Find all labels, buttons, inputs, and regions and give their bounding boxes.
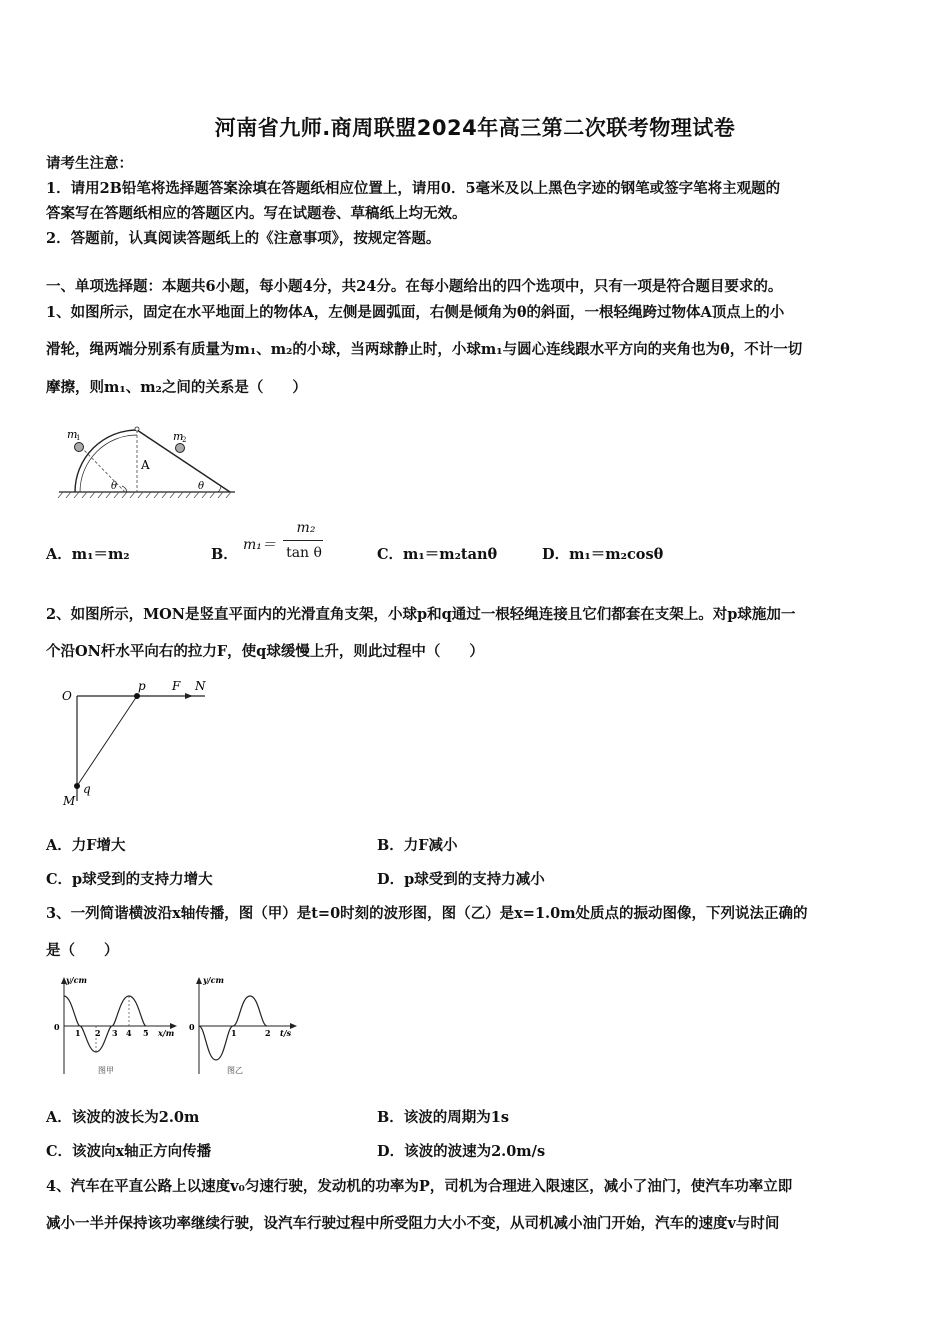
q3-option-d: D．该波的波速为2.0m/s xyxy=(377,1143,546,1160)
section-1-heading: 一、单项选择题：本题共6小题，每小题4分，共24分。在每小题给出的四个选项中，只有一项是符合题目要求的。 xyxy=(46,278,783,295)
q3-fig1-xlabel: x/m xyxy=(158,1028,175,1038)
q1-option-b-fraction-bar xyxy=(283,540,323,541)
q3-figure-vibration xyxy=(185,974,300,1084)
notice-item-2: 2．答题前，认真阅读答题纸上的《注意事项》，按规定答题。 xyxy=(46,230,441,247)
q3-fig2-tick-2: 2 xyxy=(265,1028,271,1038)
q1-fig-label-m2: m xyxy=(173,430,184,443)
q1-fig-label-theta-right: θ xyxy=(198,481,205,492)
q2-option-b: B．力F减小 xyxy=(377,837,458,854)
q1-fig-label-a: A xyxy=(141,458,150,472)
notice-heading: 请考生注意： xyxy=(46,155,133,172)
q3-option-c: C．该波向x轴正方向传播 xyxy=(46,1143,212,1160)
q2-option-c: C．p球受到的支持力增大 xyxy=(46,871,213,888)
q3-fig1-origin: 0 xyxy=(54,1022,60,1032)
q3-fig2-caption: 图乙 xyxy=(227,1066,243,1075)
q3-fig1-tick-2: 2 xyxy=(95,1028,101,1038)
q3-fig2-origin: 0 xyxy=(189,1022,195,1032)
q3-line-1: 3、一列简谐横波沿x轴传播，图（甲）是t=0时刻的波形图，图（乙）是x=1.0m处质点的振动图像，下列说法正确的 xyxy=(46,905,808,922)
q3-fig2-tick-1: 1 xyxy=(231,1028,237,1038)
q3-fig2-xlabel: t/s xyxy=(280,1028,292,1038)
q1-option-c: C．m₁＝m₂tanθ xyxy=(377,546,498,563)
q3-figure-wave xyxy=(50,974,180,1084)
q1-option-a: A．m₁＝m₂ xyxy=(46,546,130,563)
q1-option-b-numerator: m₂ xyxy=(296,520,316,536)
q2-fig-label-q: q xyxy=(83,782,91,796)
q1-option-b-lhs: m₁＝ xyxy=(243,537,276,553)
q2-fig-label-f: F xyxy=(172,679,181,693)
q3-line-2: 是（ ） xyxy=(46,942,119,959)
notice-item-1b: 答案写在答题纸相应的答题区内。写在试题卷、草稿纸上均无效。 xyxy=(46,205,467,222)
q2-fig-label-o: O xyxy=(62,689,72,703)
q4-line-2: 减小一半并保持该功率继续行驶，设汽车行驶过程中所受阻力大小不变，从司机减小油门开始，汽车的速度v与时间 xyxy=(46,1215,780,1232)
q3-fig1-caption: 图甲 xyxy=(98,1066,114,1075)
q1-fig-label-m1-sub: 1 xyxy=(76,434,81,442)
q3-fig1-tick-5: 5 xyxy=(143,1028,149,1038)
q3-fig1-tick-4: 4 xyxy=(126,1028,132,1038)
q1-fig-label-m1: m xyxy=(67,428,78,441)
q4-line-1: 4、汽车在平直公路上以速度v₀匀速行驶，发动机的功率为P，司机为合理进入限速区，减小了油门，使汽车功率立即 xyxy=(46,1178,793,1195)
notice-item-1a: 1．请用2B铅笔将选择题答案涂填在答题纸相应位置上，请用0．5毫米及以上黑色字迹的钢笔或签字笔将主观题的 xyxy=(46,180,781,197)
q1-line-1: 1、如图所示，固定在水平地面上的物体A，左侧是圆弧面，右侧是倾角为θ的斜面，一根轻绳跨过物体A顶点上的小 xyxy=(46,304,785,321)
q2-fig-label-m: M xyxy=(63,794,76,808)
q2-fig-label-p: p xyxy=(138,679,146,693)
q2-line-2: 个沿ON杆水平向右的拉力F，使q球缓慢上升，则此过程中（ ） xyxy=(46,643,484,660)
q2-line-1: 2、如图所示，MON是竖直平面内的光滑直角支架，小球p和q通过一根轻绳连接且它们都套在支架上。对p球施加一 xyxy=(46,606,796,623)
q3-fig1-tick-3: 3 xyxy=(112,1028,118,1038)
q1-option-b-label: B． xyxy=(211,546,238,563)
q1-option-b-denominator: tan θ xyxy=(286,545,322,561)
q1-line-3: 摩擦，则m₁、m₂之间的关系是（ ） xyxy=(46,379,307,396)
q3-fig1-tick-1: 1 xyxy=(75,1028,81,1038)
q3-fig1-ylabel: y/cm xyxy=(66,975,87,985)
q2-fig-label-n: N xyxy=(195,679,206,693)
q1-fig-label-m2-sub: 2 xyxy=(182,436,187,444)
q1-figure xyxy=(55,412,240,502)
q1-line-2: 滑轮，绳两端分别系有质量为m₁、m₂的小球，当两球静止时，小球m₁与圆心连线跟水平方向的夹角也为θ，不计一切 xyxy=(46,341,803,358)
q3-option-b: B．该波的周期为1s xyxy=(377,1109,510,1126)
q2-option-d: D．p球受到的支持力减小 xyxy=(377,871,545,888)
q1-option-d: D．m₁＝m₂cosθ xyxy=(542,546,664,563)
q2-figure xyxy=(55,676,215,811)
q2-option-a: A．力F增大 xyxy=(46,837,126,854)
q3-fig2-ylabel: y/cm xyxy=(203,975,224,985)
page-title: 河南省九师.商周联盟2024年高三第二次联考物理试卷 xyxy=(214,116,736,140)
q3-option-a: A．该波的波长为2.0m xyxy=(46,1109,200,1126)
q1-fig-label-theta-left: θ xyxy=(111,481,118,492)
